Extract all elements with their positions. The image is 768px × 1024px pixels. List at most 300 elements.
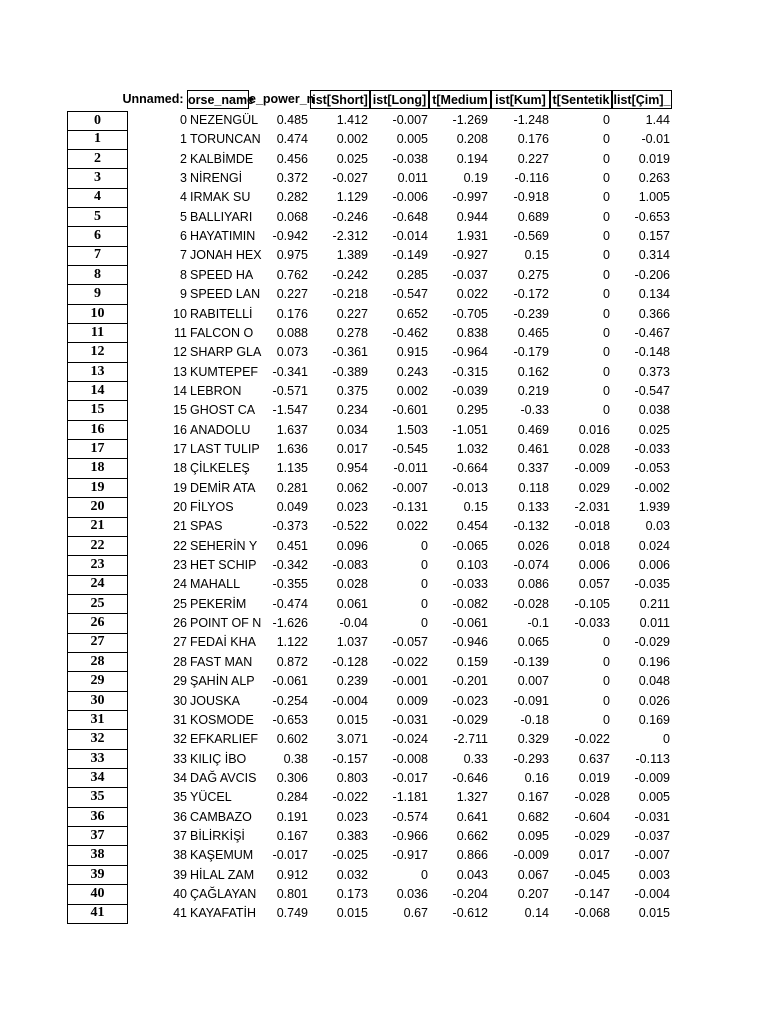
sentetik-cell: 0	[603, 654, 610, 669]
medium-cell: -0.039	[452, 383, 488, 398]
medium-cell: 0.944	[456, 209, 488, 224]
power-cell: -0.571	[272, 383, 308, 398]
kum-cell: -0.116	[514, 171, 549, 186]
long-cell: -0.547	[392, 287, 428, 302]
power-cell: 1.636	[276, 441, 308, 456]
sentetik-cell: 0	[603, 693, 610, 708]
long-cell: 1.503	[396, 422, 428, 437]
cim-cell: 0.048	[638, 674, 670, 689]
kum-cell: -0.074	[513, 558, 549, 573]
sentetik-cell: 0	[603, 267, 610, 282]
long-cell: 0	[421, 616, 428, 631]
horse-name-cell: LAST TULIP	[190, 441, 260, 456]
kum-cell: 0.219	[517, 383, 549, 398]
short-cell: 0.227	[336, 306, 368, 321]
kum-cell: -0.33	[520, 403, 549, 418]
horse-name-cell: ÇAĞLAYAN	[190, 887, 257, 901]
cim-cell: -0.653	[634, 209, 670, 224]
horse-name-cell: POINT OF N	[190, 616, 262, 631]
kum-cell: -0.293	[513, 751, 549, 766]
long-cell: 0.652	[396, 306, 428, 321]
power-cell: -0.342	[272, 558, 308, 573]
medium-cell: 1.931	[456, 229, 488, 244]
long-cell: 0	[421, 867, 428, 882]
short-cell: 0.234	[336, 403, 368, 418]
cim-cell: -0.01	[641, 132, 670, 147]
long-cell: -0.966	[392, 828, 428, 843]
power-cell: 0.975	[276, 248, 308, 263]
kum-cell: 0.167	[517, 790, 549, 805]
short-cell: -0.128	[332, 654, 368, 669]
cim-cell: -0.007	[634, 848, 670, 863]
header-long: ist[Long]	[370, 90, 429, 109]
horse-name-cell: KALBİMDE	[190, 151, 254, 166]
medium-cell: -0.023	[452, 693, 488, 708]
horse-name-cell: SPAS	[190, 519, 223, 534]
cim-cell: 1.939	[638, 500, 670, 514]
horse-name-cell: FİLYOS	[190, 500, 234, 514]
kum-cell: 0.275	[517, 267, 549, 282]
horse-name-cell: CAMBAZO	[190, 809, 252, 824]
medium-cell: -0.612	[452, 906, 488, 921]
cim-cell: 1.44	[645, 113, 670, 127]
long-cell: -0.007	[392, 480, 428, 495]
row-index: 16	[67, 421, 128, 441]
power-cell: 0.068	[276, 209, 308, 224]
unnamed-cell: 6	[180, 229, 187, 244]
short-cell: -0.157	[332, 751, 368, 766]
medium-cell: 0.19	[463, 171, 488, 186]
long-cell: -0.917	[392, 848, 428, 863]
row-index: 19	[67, 479, 128, 499]
row-index: 4	[67, 188, 128, 208]
short-cell: 0.062	[336, 480, 368, 495]
power-cell: -0.355	[272, 577, 308, 592]
power-cell: 0.227	[276, 287, 308, 302]
unnamed-cell: 40	[173, 887, 187, 901]
horse-name-cell: ŞAHİN ALP	[190, 674, 255, 689]
cim-cell: 1.005	[638, 190, 670, 205]
kum-cell: 0.337	[517, 461, 549, 476]
sentetik-cell: 0	[603, 209, 610, 224]
cim-cell: 0.026	[638, 693, 670, 708]
power-cell: 0.282	[276, 190, 308, 205]
row-index: 9	[67, 285, 128, 305]
power-cell: -0.017	[272, 848, 308, 863]
power-cell: 0.38	[283, 751, 308, 766]
power-cell: 1.122	[276, 635, 308, 650]
cim-cell: 0.169	[638, 712, 670, 727]
horse-name-cell: ÇİLKELEŞ	[190, 461, 250, 476]
row-index: 22	[67, 537, 128, 557]
horse-name-cell: SEHERİN Y	[190, 538, 258, 553]
horse-name-cell: DEMİR ATA	[190, 480, 256, 495]
power-cell: -0.653	[272, 712, 308, 727]
sentetik-cell: -0.028	[574, 790, 610, 805]
sentetik-cell: 0	[603, 306, 610, 321]
sentetik-cell: 0	[603, 635, 610, 650]
unnamed-cell: 29	[173, 674, 187, 689]
medium-cell: 1.032	[456, 441, 488, 456]
unnamed-cell: 28	[173, 654, 187, 669]
short-cell: -0.389	[332, 364, 368, 379]
horse-name-cell: FALCON O	[190, 325, 254, 340]
row-index: 21	[67, 517, 128, 537]
short-cell: 0.015	[336, 712, 368, 727]
medium-cell: -0.029	[452, 712, 488, 727]
long-cell: -0.038	[392, 151, 428, 166]
short-cell: 1.389	[336, 248, 368, 263]
cim-cell: -0.031	[634, 809, 670, 824]
kum-cell: -0.1	[527, 616, 549, 631]
cim-cell: 0.134	[638, 287, 670, 302]
row-index: 15	[67, 401, 128, 421]
long-cell: 0	[421, 596, 428, 611]
kum-cell: -0.091	[513, 693, 549, 708]
medium-cell: -1.269	[452, 113, 488, 127]
medium-cell: -0.013	[452, 480, 488, 495]
long-cell: -0.648	[392, 209, 428, 224]
row-index: 18	[67, 459, 128, 479]
long-cell: -0.545	[392, 441, 428, 456]
sentetik-cell: 0.019	[578, 770, 610, 785]
sentetik-cell: 0	[603, 712, 610, 727]
power-cell: 0.912	[276, 867, 308, 882]
cim-cell: -0.547	[634, 383, 670, 398]
medium-cell: -0.037	[452, 267, 488, 282]
power-cell: 0.762	[276, 267, 308, 282]
sentetik-cell: -0.018	[574, 519, 610, 534]
kum-cell: 0.133	[517, 500, 549, 514]
power-cell: -0.942	[272, 229, 308, 244]
medium-cell: 0.838	[456, 325, 488, 340]
sentetik-cell: 0	[603, 113, 610, 127]
unnamed-cell: 10	[173, 306, 187, 321]
short-cell: -0.025	[332, 848, 368, 863]
power-cell: 0.602	[276, 732, 308, 747]
cim-cell: 0.005	[638, 790, 670, 805]
medium-cell: -0.033	[452, 577, 488, 592]
row-index: 39	[67, 866, 128, 886]
unnamed-cell: 5	[180, 209, 187, 224]
short-cell: 0.375	[336, 383, 368, 398]
sentetik-cell: -0.147	[574, 887, 610, 901]
medium-cell: 0.159	[456, 654, 488, 669]
long-cell: 0.005	[396, 132, 428, 147]
short-cell: -0.522	[332, 519, 368, 534]
medium-cell: 0.103	[456, 558, 488, 573]
short-cell: -0.246	[332, 209, 368, 224]
kum-cell: 0.095	[517, 828, 549, 843]
unnamed-cell: 2	[180, 151, 187, 166]
power-cell: 0.284	[276, 790, 308, 805]
horse-name-cell: SPEED LAN	[190, 287, 261, 302]
unnamed-cell: 1	[180, 132, 187, 147]
cim-cell: -0.002	[634, 480, 670, 495]
unnamed-cell: 12	[173, 345, 187, 360]
medium-cell: -0.204	[452, 887, 488, 901]
cim-cell: 0.263	[638, 171, 670, 186]
row-index: 34	[67, 769, 128, 789]
medium-cell: 1.327	[456, 790, 488, 805]
power-cell: 0.306	[276, 770, 308, 785]
row-index: 31	[67, 711, 128, 731]
short-cell: -0.04	[339, 616, 368, 631]
short-cell: 0.002	[336, 132, 368, 147]
header-short: ist[Short]	[310, 90, 370, 109]
long-cell: 0.036	[396, 887, 428, 901]
kum-cell: 0.086	[517, 577, 549, 592]
short-cell: -0.361	[332, 345, 368, 360]
power-cell: -0.061	[272, 674, 308, 689]
kum-cell: 0.16	[524, 770, 549, 785]
short-cell: -0.242	[332, 267, 368, 282]
medium-cell: 0.866	[456, 848, 488, 863]
horse-name-cell: HAYATIMIN	[190, 229, 256, 244]
unnamed-cell: 13	[173, 364, 187, 379]
sentetik-cell: -0.105	[574, 596, 610, 611]
long-cell: 0.022	[396, 519, 428, 534]
kum-cell: 0.227	[517, 151, 549, 166]
row-index: 13	[67, 363, 128, 383]
sentetik-cell: 0.006	[578, 558, 610, 573]
power-cell: 0.167	[276, 828, 308, 843]
horse-name-cell: KOSMODE	[190, 712, 254, 727]
row-index: 37	[67, 827, 128, 847]
kum-cell: -0.139	[513, 654, 549, 669]
power-cell: 0.485	[276, 113, 308, 127]
long-cell: 0	[421, 577, 428, 592]
sentetik-cell: -0.068	[574, 906, 610, 921]
row-index: 38	[67, 846, 128, 866]
medium-cell: -0.927	[452, 248, 488, 263]
kum-cell: -1.248	[513, 113, 549, 127]
unnamed-cell: 33	[173, 751, 187, 766]
horse-name-cell: NİRENGİ	[190, 171, 243, 186]
cim-cell: 0.003	[638, 867, 670, 882]
kum-cell: -0.179	[513, 345, 549, 360]
unnamed-cell: 32	[173, 732, 187, 747]
medium-cell: -2.711	[453, 732, 488, 747]
horse-name-cell: KILIÇ İBO	[190, 751, 247, 766]
long-cell: -0.574	[392, 809, 428, 824]
row-index: 30	[67, 692, 128, 712]
unnamed-cell: 27	[173, 635, 187, 650]
power-cell: -1.626	[272, 616, 308, 631]
unnamed-cell: 30	[173, 693, 187, 708]
long-cell: -0.057	[392, 635, 428, 650]
sentetik-cell: 0	[603, 151, 610, 166]
sentetik-cell: 0	[603, 674, 610, 689]
kum-cell: 0.207	[517, 887, 549, 901]
short-cell: -0.083	[332, 558, 368, 573]
medium-cell: 0.641	[456, 809, 488, 824]
row-index: 28	[67, 653, 128, 673]
cim-cell: 0.038	[638, 403, 670, 418]
row-index: 35	[67, 788, 128, 808]
medium-cell: -0.646	[452, 770, 488, 785]
sentetik-cell: 0.637	[578, 751, 610, 766]
horse-name-cell: IRMAK SU	[190, 190, 251, 205]
unnamed-cell: 4	[180, 190, 187, 205]
row-index: 33	[67, 750, 128, 770]
horse-name-cell: RABITELLİ	[190, 306, 253, 321]
header-horse-name: orse_name	[187, 90, 249, 109]
medium-cell: 0.194	[456, 151, 488, 166]
kum-cell: 0.026	[517, 538, 549, 553]
short-cell: 0.023	[336, 500, 368, 514]
unnamed-cell: 38	[173, 848, 187, 863]
horse-name-cell: DAĞ AVCIS	[190, 770, 257, 785]
horse-name-cell: GHOST CA	[190, 403, 256, 418]
horse-name-cell: JONAH HEX	[190, 248, 262, 263]
power-cell: 1.135	[276, 461, 308, 476]
long-cell: 0.002	[396, 383, 428, 398]
power-cell: -0.373	[272, 519, 308, 534]
short-cell: 0.017	[336, 441, 368, 456]
kum-cell: 0.469	[517, 422, 549, 437]
unnamed-cell: 21	[173, 519, 187, 534]
sentetik-cell: -2.031	[574, 500, 610, 514]
row-index: 7	[67, 246, 128, 266]
unnamed-cell: 18	[173, 461, 187, 476]
cim-cell: -0.033	[634, 441, 670, 456]
row-index: 5	[67, 208, 128, 228]
row-index: 41	[67, 904, 128, 924]
kum-cell: -0.918	[513, 190, 549, 205]
row-index: 0	[67, 111, 128, 131]
short-cell: 0.032	[336, 867, 368, 882]
kum-cell: -0.028	[513, 596, 549, 611]
power-cell: -0.341	[272, 364, 308, 379]
horse-name-cell: KUMTEPEF	[190, 364, 259, 379]
kum-cell: 0.329	[517, 732, 549, 747]
cim-cell: 0.211	[639, 596, 670, 611]
unnamed-cell: 14	[173, 383, 187, 398]
long-cell: 0	[421, 538, 428, 553]
short-cell: 0.954	[336, 461, 368, 476]
horse-name-cell: FEDAİ KHA	[190, 635, 256, 650]
sentetik-cell: 0.057	[578, 577, 610, 592]
horse-name-cell: MAHALL	[190, 577, 241, 592]
cim-cell: -0.037	[634, 828, 670, 843]
horse-name-cell: LEBRON	[190, 383, 242, 398]
horse-name-cell: KAYAFATİH	[190, 906, 256, 921]
long-cell: -0.011	[393, 461, 428, 476]
kum-cell: 0.065	[517, 635, 549, 650]
medium-cell: -0.201	[452, 674, 488, 689]
long-cell: 0.243	[396, 364, 428, 379]
long-cell: 0.011	[397, 171, 428, 186]
long-cell: -0.006	[392, 190, 428, 205]
sentetik-cell: 0.016	[578, 422, 610, 437]
row-index: 20	[67, 498, 128, 518]
sentetik-cell: 0	[603, 287, 610, 302]
row-index: 1	[67, 130, 128, 150]
long-cell: -1.181	[392, 790, 428, 805]
horse-name-cell: YÜCEL	[190, 790, 232, 805]
long-cell: 0.915	[396, 345, 428, 360]
row-index: 32	[67, 730, 128, 750]
kum-cell: 0.465	[517, 325, 549, 340]
power-cell: 1.637	[276, 422, 308, 437]
row-index: 3	[67, 169, 128, 189]
row-index: 27	[67, 633, 128, 653]
medium-cell: -0.946	[452, 635, 488, 650]
cim-cell: 0.015	[638, 906, 670, 921]
header-cim: list[Çim]_	[612, 90, 672, 109]
kum-cell: 0.162	[517, 364, 549, 379]
row-index: 40	[67, 885, 128, 905]
medium-cell: 0.208	[456, 132, 488, 147]
unnamed-cell: 31	[173, 712, 187, 727]
row-index: 10	[67, 305, 128, 325]
short-cell: 3.071	[336, 732, 368, 747]
short-cell: 0.096	[336, 538, 368, 553]
medium-cell: 0.15	[463, 500, 488, 514]
unnamed-cell: 25	[173, 596, 187, 611]
cim-cell: 0.366	[638, 306, 670, 321]
medium-cell: 0.33	[463, 751, 488, 766]
sentetik-cell: -0.009	[574, 461, 610, 476]
power-cell: 0.749	[276, 906, 308, 921]
horse-name-cell: EFKARLIEF	[190, 732, 259, 747]
power-cell: 0.073	[276, 345, 308, 360]
horse-name-cell: PEKERİM	[190, 596, 247, 611]
cim-cell: 0.196	[638, 654, 670, 669]
short-cell: -0.027	[332, 171, 368, 186]
sentetik-cell: 0	[603, 325, 610, 340]
unnamed-cell: 16	[173, 422, 187, 437]
medium-cell: 0.295	[456, 403, 488, 418]
kum-cell: 0.15	[524, 248, 549, 263]
kum-cell: 0.461	[517, 441, 549, 456]
horse-name-cell: FAST MAN	[190, 654, 253, 669]
sentetik-cell: 0.018	[578, 538, 610, 553]
short-cell: 1.412	[336, 113, 368, 127]
short-cell: 0.278	[336, 325, 368, 340]
short-cell: 0.034	[336, 422, 368, 437]
unnamed-cell: 8	[180, 267, 187, 282]
power-cell: 0.474	[276, 132, 308, 147]
unnamed-cell: 7	[180, 248, 187, 263]
row-index: 14	[67, 382, 128, 402]
cim-cell: -0.035	[634, 577, 670, 592]
short-cell: -2.312	[332, 229, 368, 244]
unnamed-cell: 0	[180, 113, 187, 127]
header-power: e_power_n	[249, 92, 315, 106]
horse-name-cell: ANADOLU	[190, 422, 251, 437]
medium-cell: 0.662	[456, 828, 488, 843]
sentetik-cell: -0.022	[574, 732, 610, 747]
unnamed-cell: 34	[173, 770, 187, 785]
cim-cell: -0.053	[634, 461, 670, 476]
unnamed-cell: 9	[180, 287, 187, 302]
horse-name-cell: JOUSKA	[190, 693, 241, 708]
kum-cell: -0.239	[513, 306, 549, 321]
power-cell: -0.474	[272, 596, 308, 611]
medium-cell: -0.664	[452, 461, 488, 476]
unnamed-cell: 3	[180, 171, 187, 186]
power-cell: 0.456	[276, 151, 308, 166]
header-medium: t[Medium	[429, 90, 491, 109]
kum-cell: 0.14	[524, 906, 549, 921]
kum-cell: -0.009	[513, 848, 549, 863]
sentetik-cell: 0.028	[578, 441, 610, 456]
power-cell: 0.281	[276, 480, 308, 495]
short-cell: -0.004	[332, 693, 368, 708]
sentetik-cell: 0	[603, 171, 610, 186]
